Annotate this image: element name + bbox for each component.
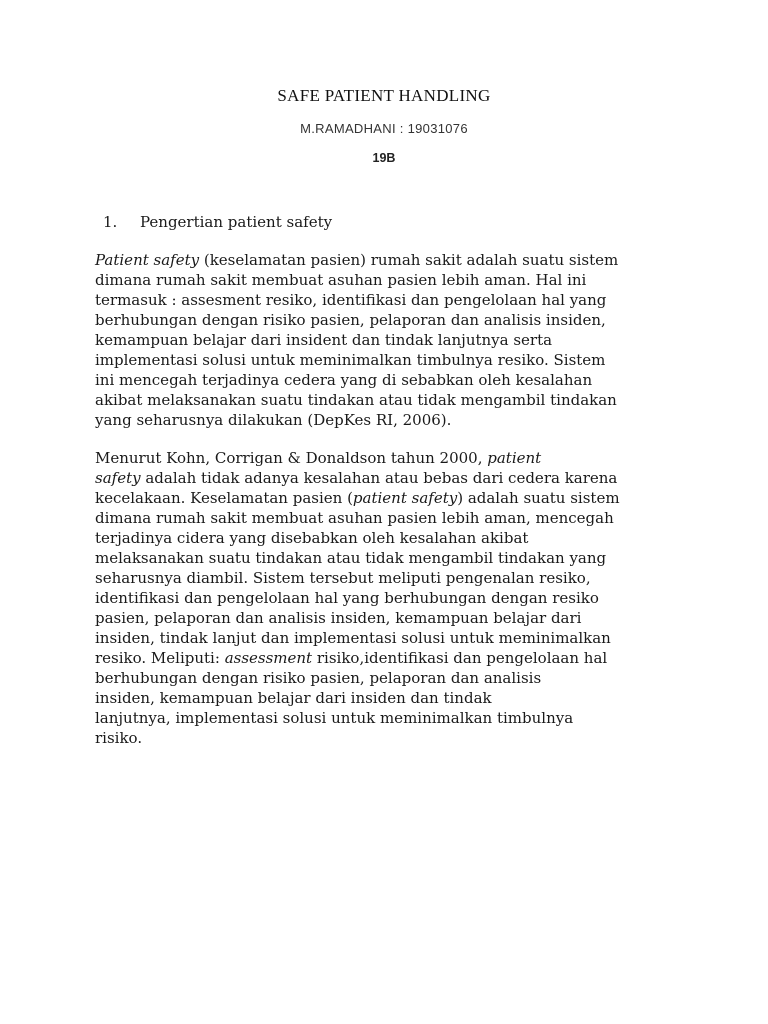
line-text: adalah tidak adanya kesalahan atau bebas dari cedera karena [140, 469, 618, 487]
italic-term: Patient safety [95, 251, 200, 269]
line-text: pasien, pelaporan dan analisis insiden, kemampuan belajar dari [95, 609, 582, 627]
paragraph-2-line [95, 668, 675, 688]
line-text: akibat melaksanakan suatu tindakan atau tidak mengambil tindakan [95, 391, 617, 409]
italic-term: patient [487, 449, 542, 467]
paragraph-1-line [95, 330, 675, 350]
line-text: insiden, kemampuan belajar dari insiden dan tindak [95, 689, 492, 707]
paragraph-1-line [95, 270, 675, 290]
paragraph-2-line [95, 728, 675, 748]
line-text: dimana rumah sakit membuat asuhan pasien lebih aman, mencegah [95, 509, 614, 527]
paragraph-1-line [95, 250, 675, 270]
paragraph-1-line [95, 350, 675, 370]
line-text: terjadinya cidera yang disebabkan oleh kesalahan akibat [95, 529, 529, 547]
paragraph-2-line [95, 508, 675, 528]
line-text: identifikasi dan pengelolaan hal yang berhubungan dengan resiko [95, 589, 599, 607]
line-text: implementasi solusi untuk meminimalkan timbulnya resiko. Sistem [95, 351, 606, 369]
paragraph-2-line [95, 608, 675, 628]
paragraph-2-line [95, 568, 675, 588]
section-number: 1. [103, 213, 118, 231]
paragraph-2-line [95, 648, 675, 668]
paragraph-1-line [95, 410, 675, 430]
paragraph-1-line [95, 390, 675, 410]
paragraph-1-line [95, 370, 675, 390]
line-text: berhubungan dengan risiko pasien, pelaporan dan analisis [95, 669, 542, 687]
paragraph-2-line [95, 488, 675, 508]
line-text: ) adalah suatu sistem [457, 489, 620, 507]
class-label: 19B [372, 151, 396, 165]
line-text: resiko. Meliputi: [95, 649, 225, 667]
line-text: (keselamatan pasien) rumah sakit adalah suatu sistem [199, 251, 619, 269]
paragraph-2-line [95, 688, 675, 708]
paragraph-2-line [95, 448, 675, 468]
line-text: ini mencegah terjadinya cedera yang di sebabkan oleh kesalahan [95, 371, 593, 389]
paragraph-1 [95, 250, 675, 430]
italic-term: safety [95, 469, 141, 487]
line-text: yang seharusnya dilakukan (DepKes RI, 2006). [95, 411, 452, 429]
line-text: termasuk : assesment resiko, identifikasi dan pengelolaan hal yang [95, 291, 607, 309]
paragraph-2-line [95, 708, 675, 728]
line-text: kemampuan belajar dari insident dan tindak lanjutnya serta [95, 331, 553, 349]
paragraph-2-line [95, 468, 675, 488]
section-heading-text: Pengertian patient safety [140, 213, 333, 231]
document-title: SAFE PATIENT HANDLING [277, 86, 491, 105]
paragraph-2-line [95, 548, 675, 568]
line-text: dimana rumah sakit membuat asuhan pasien lebih aman. Hal ini [95, 271, 587, 289]
paragraph-2 [95, 448, 675, 748]
line-text: Menurut Kohn, Corrigan & Donaldson tahun 2000, [95, 449, 488, 467]
line-text: lanjutnya, implementasi solusi untuk meminimalkan timbulnya [95, 709, 574, 727]
line-text: berhubungan dengan risiko pasien, pelaporan dan analisis insiden, [95, 311, 606, 329]
paragraph-1-line [95, 310, 675, 330]
line-text: insiden, tindak lanjut dan implementasi solusi untuk meminimalkan [95, 629, 611, 647]
section-heading [103, 213, 332, 231]
line-text: seharusnya diambil. Sistem tersebut meliputi pengenalan resiko, [95, 569, 591, 587]
line-text: risiko,identifikasi dan pengelolaan hal [312, 649, 608, 667]
line-text: kecelakaan. Keselamatan pasien ( [95, 489, 353, 507]
line-text: risiko. [95, 729, 143, 747]
paragraph-2-line [95, 628, 675, 648]
paragraph-2-line [95, 588, 675, 608]
italic-term: patient safety [352, 489, 458, 507]
paragraph-1-line [95, 290, 675, 310]
paragraph-2-line [95, 528, 675, 548]
italic-term: assessment [224, 649, 313, 667]
line-text: melaksanakan suatu tindakan atau tidak mengambil tindakan yang [95, 549, 607, 567]
author-line: M.RAMADHANI : 19031076 [300, 121, 468, 136]
